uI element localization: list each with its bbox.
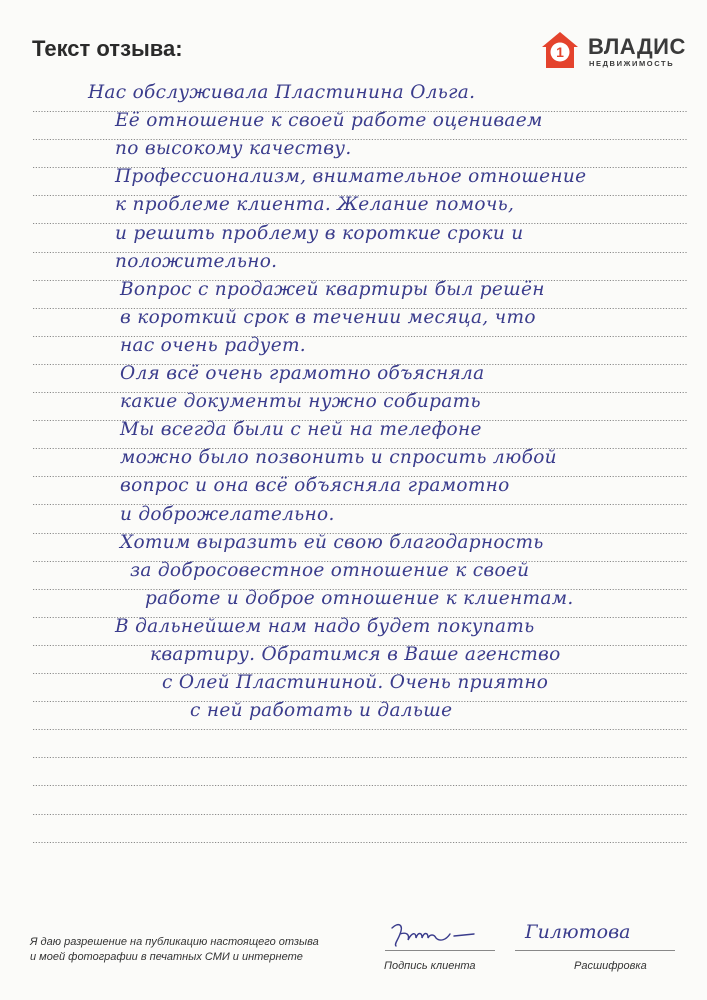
handwritten-line: Профессионализм, внимательное отношение	[115, 166, 587, 187]
handwritten-line: нас очень радует.	[120, 335, 306, 356]
handwritten-line: вопрос и она всё объясняла грамотно	[120, 475, 510, 496]
decode-underline	[515, 950, 675, 951]
client-signature	[388, 920, 498, 950]
handwritten-line: положительно.	[115, 251, 278, 272]
publication-consent	[30, 935, 319, 965]
handwritten-line: Нас обслуживала Пластинина Ольга.	[88, 82, 476, 103]
handwritten-line: с Олей Пластининой. Очень приятно	[162, 672, 549, 693]
handwritten-line: по высокому качеству.	[115, 138, 352, 159]
logo-mark-digit: 1	[556, 44, 564, 60]
handwritten-line: и доброжелательно.	[120, 504, 335, 525]
handwritten-line: Мы всегда были с ней на телефоне	[120, 419, 482, 440]
signature-underline	[385, 950, 495, 951]
decode-label: Расшифровка	[574, 960, 647, 972]
handwritten-line: с ней работать и дальше	[190, 700, 453, 721]
logo-brand-text: ВЛАДИС	[588, 34, 686, 59]
logo-subtitle: НЕДВИЖИМОСТЬ	[589, 59, 675, 68]
handwritten-line: и решить проблему в короткие сроки и	[115, 223, 524, 244]
consent-line-2: и моей фотографии в печатных СМИ и интернете	[30, 951, 303, 963]
handwritten-line: В дальнейшем нам надо будет покупать	[115, 616, 535, 637]
handwritten-line: какие документы нужно собирать	[120, 391, 481, 412]
handwritten-line: к проблеме клиента. Желание помочь,	[115, 194, 515, 215]
handwritten-line: работе и доброе отношение к клиентам.	[145, 588, 574, 609]
handwritten-line: Оля всё очень грамотно объясняла	[120, 363, 485, 384]
page-title: Текст отзыва:	[32, 36, 183, 61]
handwritten-line: Её отношение к своей работе оцениваем	[115, 110, 543, 131]
handwritten-line: в короткий срок в течении месяца, что	[120, 307, 536, 328]
signature-label: Подпись клиента	[384, 960, 476, 972]
handwritten-line: можно было позвонить и спросить любой	[120, 447, 557, 468]
handwritten-line: Хотим выразить ей свою благодарность	[120, 532, 544, 553]
handwritten-line: квартиру. Обратимся в Ваше агенство	[150, 644, 561, 665]
decode-value: Гилютова	[525, 921, 631, 943]
consent-line-1: Я даю разрешение на публикацию настоящего отзыва	[30, 936, 319, 948]
handwritten-line: Вопрос с продажей квартиры был решён	[120, 279, 545, 300]
handwritten-line: за добросовестное отношение к своей	[130, 560, 530, 581]
